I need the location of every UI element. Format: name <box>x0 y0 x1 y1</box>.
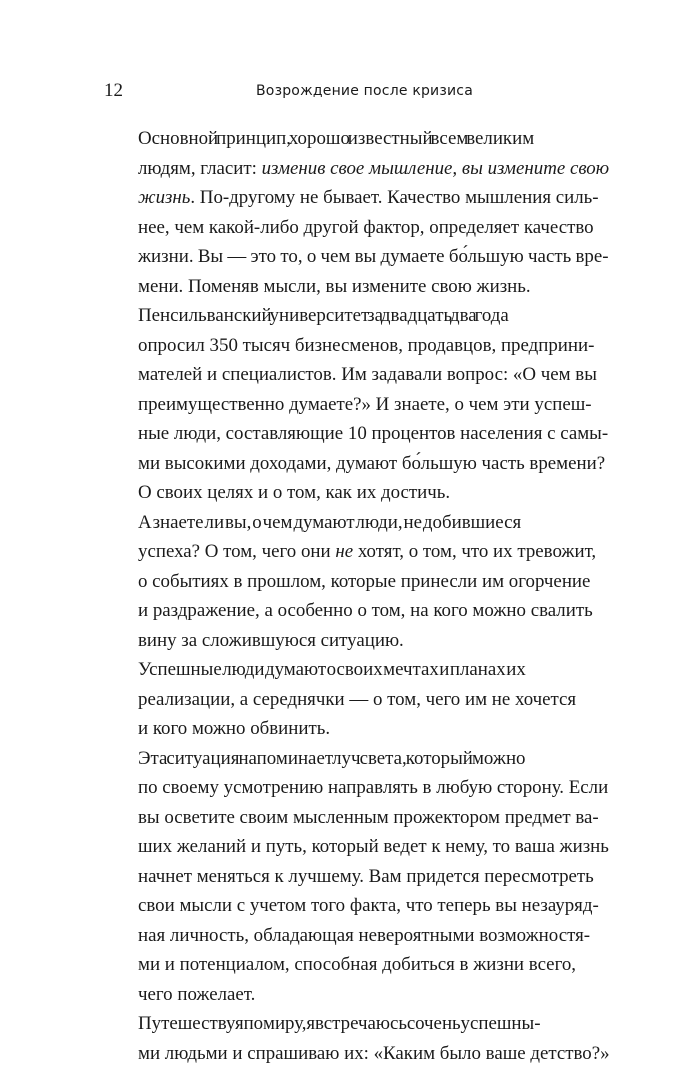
paragraph <box>104 124 609 301</box>
text-line: Пенсильванский университет за двадцать два года <box>104 301 609 331</box>
text-line: начнет меняться к лучшему. Вам придется пересмотреть <box>104 862 609 892</box>
paragraph <box>104 1009 609 1068</box>
text-line: и кого можно обвинить. <box>104 714 609 744</box>
text-line: людям, гласит: изменив свое мышление, вы измените свою <box>104 154 609 184</box>
text-line: по своему усмотрению направлять в любую сторону. Если <box>104 773 609 803</box>
italic-emphasis: изменив свое мышление, вы измените свою <box>262 158 609 179</box>
text-line: О своих целях и о том, как их достичь. <box>104 478 609 508</box>
text-line: Эта ситуация напоминает луч света, который можно <box>104 744 609 774</box>
page-number: 12 <box>104 80 123 102</box>
text-line: Основной принцип, хорошо известный всем великим <box>104 124 609 154</box>
text-line: ми высокими доходами, думают бо́льшую часть времени? <box>104 449 609 479</box>
text-line: Путешествуя по миру, я встречаюсь с очень успешны- <box>104 1009 609 1039</box>
italic-emphasis: жизнь <box>138 187 190 208</box>
paragraph <box>104 508 609 656</box>
text-line: жизни. Вы — это то, о чем вы думаете бо́льшую часть вре- <box>104 242 609 272</box>
text-line: ми людьми и спрашиваю их: «Каким было ваше детство?» <box>104 1039 609 1068</box>
text-line: чего пожелает. <box>104 980 609 1010</box>
text-line: о событиях в прошлом, которые принесли им огорчение <box>104 567 609 597</box>
paragraph <box>104 744 609 1010</box>
text-line: А знаете ли вы, о чем думают люди, не добившиеся <box>104 508 609 538</box>
text-line: нее, чем какой-либо другой фактор, определяет качество <box>104 213 609 243</box>
text-line: ные люди, составляющие 10 процентов населения с самы- <box>104 419 609 449</box>
text-line: успеха? О том, чего они не хотят, о том, что их тревожит, <box>104 537 609 567</box>
text-line: ших желаний и путь, который ведет к нему, то ваша жизнь <box>104 832 609 862</box>
paragraph <box>104 301 609 508</box>
text-line: свои мысли с учетом того факта, что теперь вы незауряд- <box>104 891 609 921</box>
text-line: ная личность, обладающая невероятными возможностя- <box>104 921 609 951</box>
body-text <box>104 124 609 1068</box>
text-line: реализации, а середнячки — о том, чего им не хочется <box>104 685 609 715</box>
running-title: Возрождение после кризиса <box>256 83 473 99</box>
text-line: вы осветите своим мысленным прожектором предмет ва- <box>104 803 609 833</box>
page-header <box>104 80 609 104</box>
text-line: и раздражение, а особенно о том, на кого можно свалить <box>104 596 609 626</box>
italic-emphasis: не <box>335 541 353 562</box>
text-line: вину за сложившуюся ситуацию. <box>104 626 609 656</box>
text-line: ми и потенциалом, способная добиться в жизни всего, <box>104 950 609 980</box>
text-line: преимущественно думаете?» И знаете, о чем эти успеш- <box>104 390 609 420</box>
text-line: мателей и специалистов. Им задавали вопрос: «О чем вы <box>104 360 609 390</box>
text-line: мени. Поменяв мысли, вы измените свою жизнь. <box>104 272 609 302</box>
text-line: опросил 350 тысяч бизнесменов, продавцов, предприни- <box>104 331 609 361</box>
text-line: Успешные люди думают о своих мечтах и планах их <box>104 655 609 685</box>
paragraph <box>104 655 609 744</box>
text-line: жизнь. По-другому не бывает. Качество мышления силь- <box>104 183 609 213</box>
